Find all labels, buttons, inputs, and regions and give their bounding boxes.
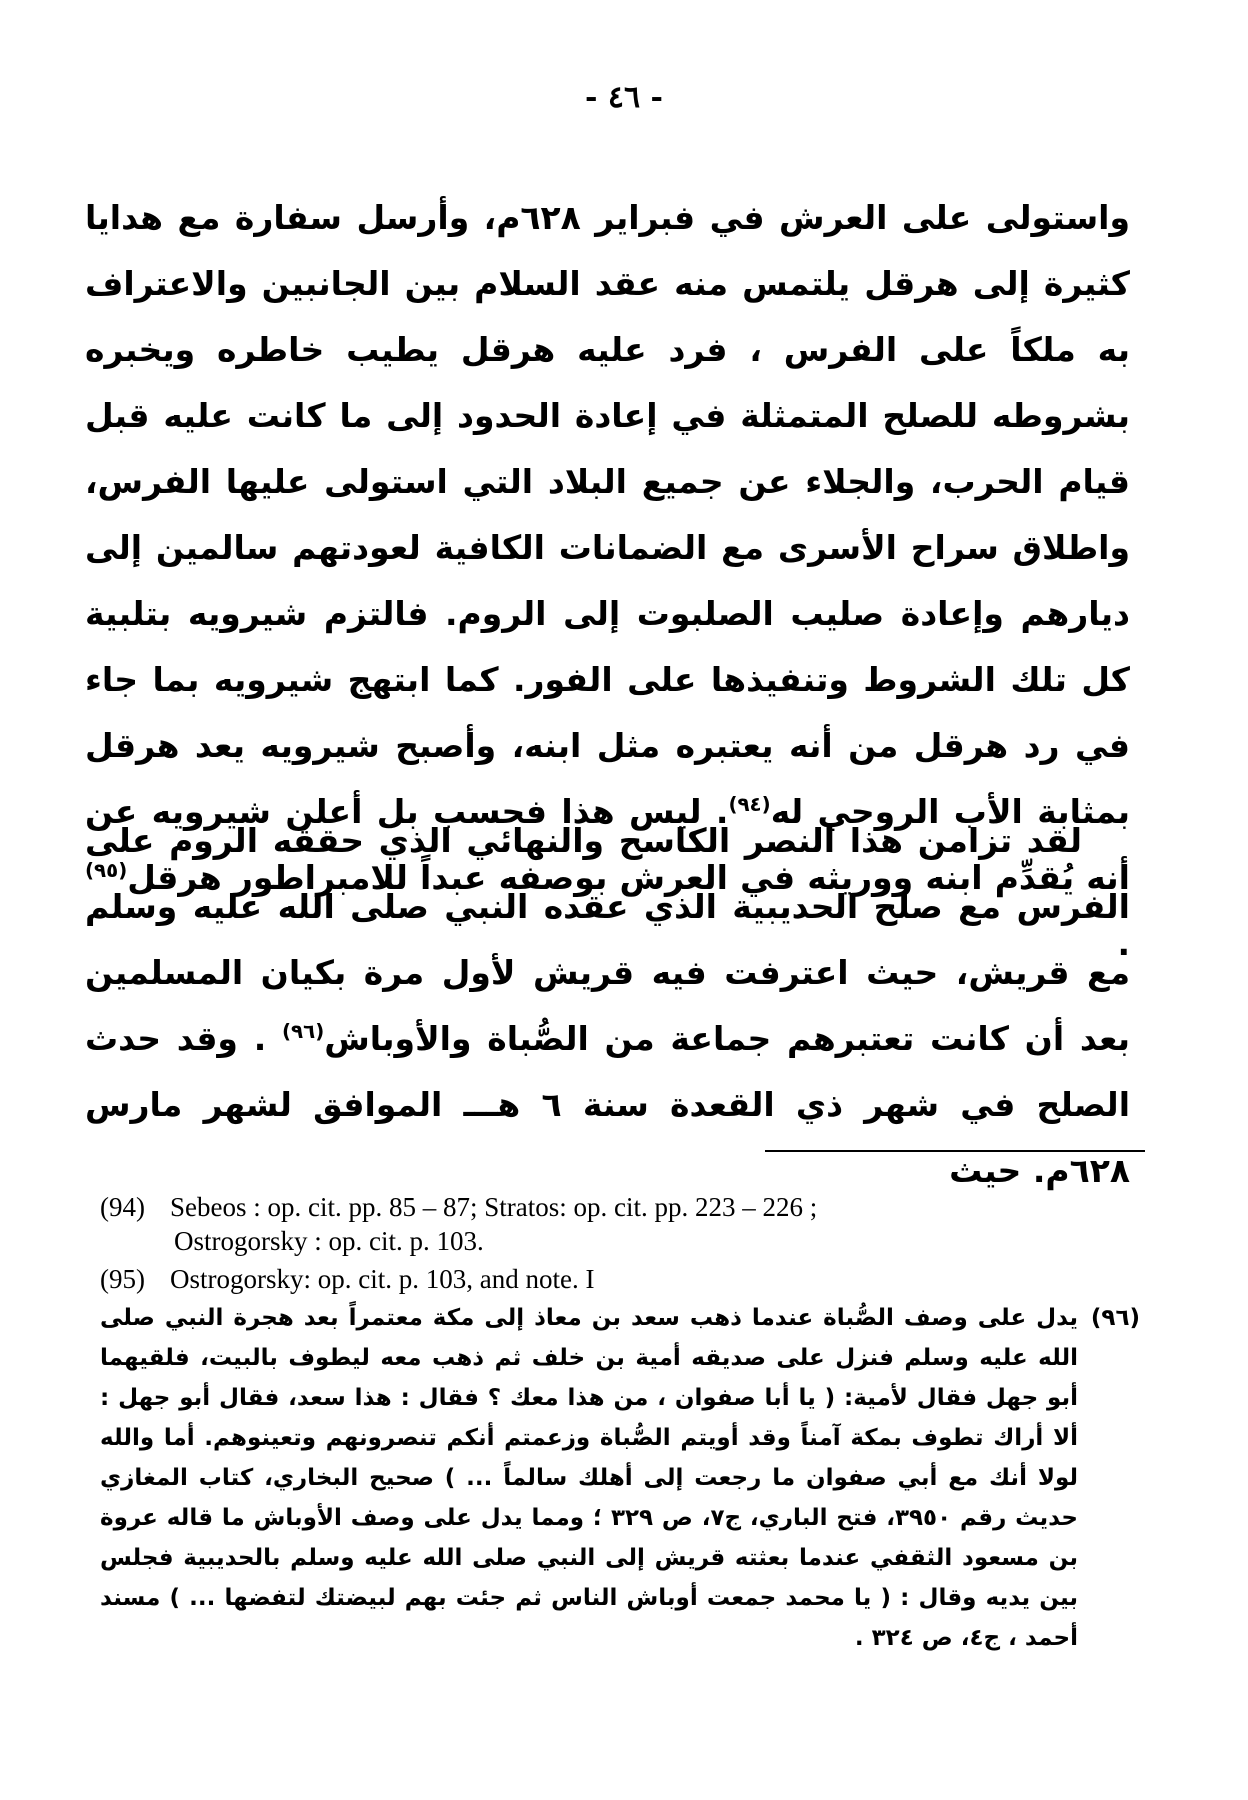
footnote-ref-96[interactable]: (٩٦) — [281, 1020, 325, 1043]
footnote-95 — [100, 1262, 1140, 1296]
footnote-ref-94[interactable]: (٩٤) — [728, 793, 771, 816]
footnote-96-text: يدل على وصف الصُّباة عندما ذهب سعد بن معاذ إلى مكة معتمراً بعد هجرة النبي صلى الله عليه وسلم فنزل على صديقه أمية بن خلف ثم ذهب معه ليطوف بالبيت، فلقيهما أبو جهل فقال لأمية: ( يا أبا صفوان ، من هذا معك ؟ فقال : هذا سعد، فقال أبو جهل : ألا أراك تطوف بمكة آمناً وقد أويتم الصُّباة وزعمتم أنكم تنصرونهم وتعينوهم. أما والله لولا أنك مع أبي صفوان ما رجعت إلى أهلك سالماً ... ) صحيح البخاري، كتاب المغازي حديث رقم ٣٩٥٠، فتح الباري، ج٧، ص ٣٢٩ ؛ ومما يدل على وصف الأوباش ما قاله عروة بن مسعود الثقفي عندما بعثته قريش إلى النبي صلى الله عليه وسلم بالحديبية فجلس بين يديه وقال : ( يا محمد جمعت أوباش الناس ثم جئت بهم لبيضتك لتفضها ... ) مسند أحمد ، ج٤، ص ٣٢٤ . — [100, 1305, 1078, 1651]
paragraph-1-text-b: . ليس هذا فحسب بل أعلن شيرويه عن أنه يُقدِّم ابنه ووريثه في العرش بوصفه عبداً للامبراطور هرقل — [85, 792, 1130, 897]
paragraph-2-text-b: . وقد حدث الصلح في شهر ذي القعدة سنة ٦ هـــ الموافق لشهر مارس ٦٢٨م. حيث — [85, 1019, 1131, 1190]
footnote-95-number: (95) — [100, 1264, 145, 1294]
body-paragraph-2 — [85, 808, 1130, 1204]
footnote-divider — [765, 1150, 1145, 1152]
paragraph-1-text-end: . — [1117, 924, 1130, 963]
footnote-94-number: (94) — [100, 1192, 145, 1222]
paragraph-1-text-a: واستولى على العرش في فبراير ٦٢٨م، وأرسل سفارة مع هدايا كثيرة إلى هرقل يلتمس منه عقد السلام بين الجانبين والاعتراف به ملكاً على الفرس ، فرد عليه هرقل يطيب خاطره ويخبره بشروطه للصلح المتمثلة في إعادة الحدود إلى ما كانت عليه قبل قيام الحرب، والجلاء عن جميع البلاد التي استولى عليها الفرس، واطلاق سراح الأسرى مع الضمانات الكافية لعودتهم سالمين إلى ديارهم وإعادة صليب الصلبوت إلى الروم. فالتزم شيرويه بتلبية كل تلك الشروط وتنفيذها على الفور. كما ابتهج شيرويه بما جاء في رد هرقل من أنه يعتبره مثل ابنه، وأصبح شيرويه يعد هرقل بمثابة الأب الروحي له — [85, 198, 1131, 831]
footnote-94-line-1: Sebeos : op. cit. pp. 85 – 87; Stratos: op. cit. pp. 223 – 226 ; — [170, 1192, 818, 1222]
footnote-95-line-1: Ostrogorsky: op. cit. p. 103, and note. I — [170, 1264, 595, 1294]
footnote-ref-95[interactable]: (٩٥) — [85, 859, 128, 882]
footnote-94 — [100, 1190, 1140, 1258]
footnote-94-line-2: Ostrogorsky : op. cit. p. 103. — [174, 1226, 484, 1256]
footnote-96-number: (٩٦) — [1090, 1305, 1140, 1331]
footnote-96 — [100, 1298, 1140, 1658]
page-number: - ٤٦ - — [584, 80, 664, 115]
paragraph-2-text-a: لقد تزامن هذا النصر الكاسح والنهائي الذي حققه الروم على الفرس مع صلح الحديبية الذي عقده النبي صلى الله عليه وسلم مع قريش، حيث اعترفت فيه قريش لأول مرة بكيان المسلمين بعد أن كانت تعتبرهم جماعة من الصُّباة والأوباش — [85, 821, 1130, 1058]
